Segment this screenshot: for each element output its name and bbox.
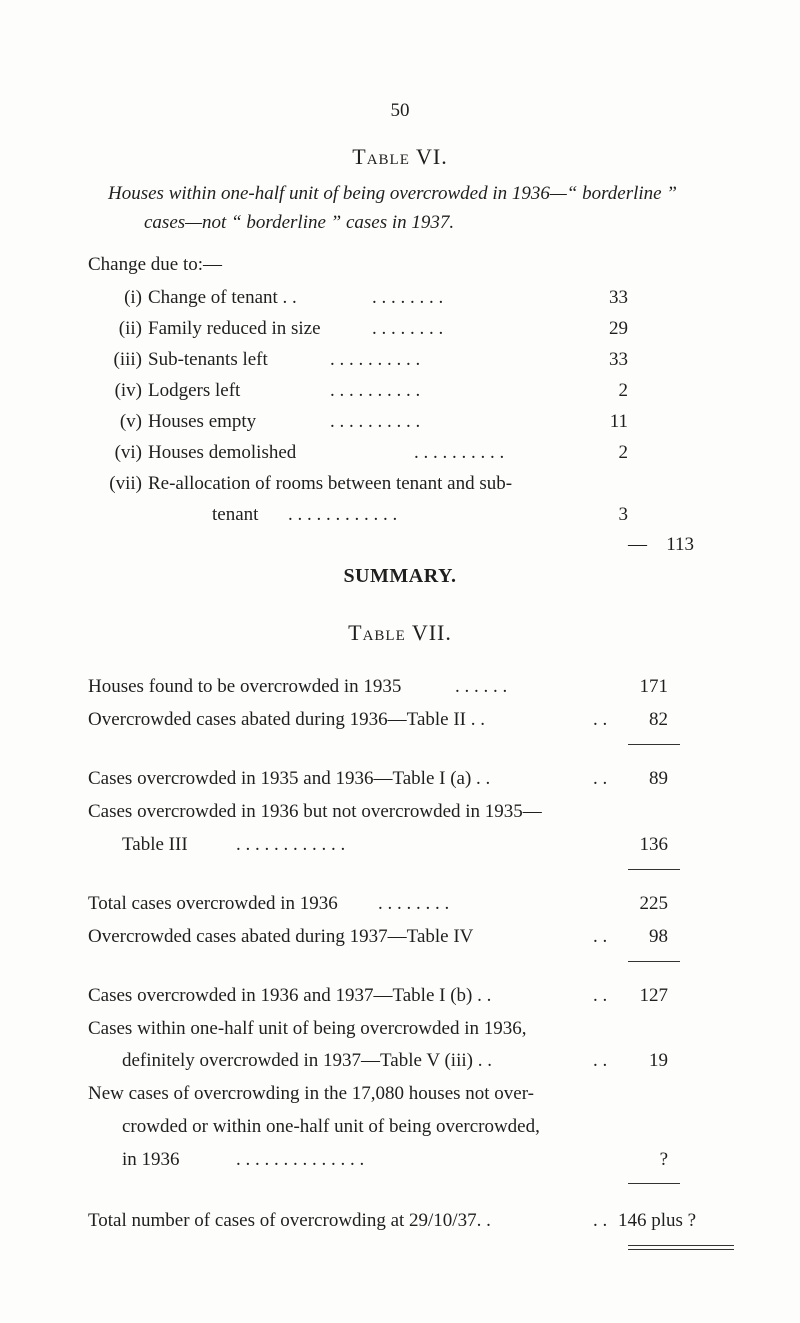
item-number: (iii) bbox=[113, 349, 142, 370]
subtotal-rule bbox=[628, 1183, 680, 1184]
item-label: Lodgers left bbox=[148, 380, 241, 401]
summary-row-label: crowded or within one-half unit of being overcrowded, bbox=[122, 1116, 540, 1137]
table-vi-subtitle-line2: cases—not “ borderline ” cases in 1937. bbox=[144, 212, 455, 233]
item-value: 2 bbox=[618, 442, 628, 463]
summary-row-value: 171 bbox=[639, 676, 668, 697]
grand-total-value: 146 plus ? bbox=[618, 1210, 697, 1231]
subtotal-rule bbox=[628, 744, 680, 745]
summary-row-label: Total number of cases of overcrowding at 29/10/37. . bbox=[88, 1210, 491, 1231]
total-dash: — bbox=[628, 534, 647, 555]
table-vi-item bbox=[88, 442, 296, 464]
item-value: 11 bbox=[609, 411, 628, 432]
summary-row-label: Total cases overcrowded in 1936 bbox=[88, 893, 338, 914]
table-vii-title: Table VII. bbox=[348, 620, 452, 645]
summary-row-label: Cases overcrowded in 1936 but not overcrowded in 1935— bbox=[88, 801, 542, 822]
table-vi-item bbox=[88, 287, 297, 309]
item-label: Houses empty bbox=[148, 411, 257, 432]
item-number: (i) bbox=[124, 287, 142, 308]
summary-heading: SUMMARY. bbox=[343, 565, 457, 587]
table-vi-title: Table VI. bbox=[352, 144, 448, 169]
final-rule-bottom bbox=[628, 1249, 734, 1250]
table-vi-item bbox=[88, 380, 240, 402]
summary-row-leader: . . . . . . . . . . . . . . bbox=[236, 1149, 365, 1170]
summary-row-value: 89 bbox=[649, 768, 668, 789]
summary-row-value: 19 bbox=[649, 1050, 668, 1071]
item-number: (vii) bbox=[109, 473, 142, 494]
item-value: 3 bbox=[618, 504, 628, 525]
item-leader: . . . . . . . . . . bbox=[414, 442, 505, 463]
item-value: 33 bbox=[609, 287, 628, 308]
item-value: 29 bbox=[609, 318, 628, 339]
item-leader: . . . . . . . . bbox=[372, 318, 444, 339]
summary-row-label: Overcrowded cases abated during 1937—Table IV bbox=[88, 926, 474, 947]
subtotal-rule bbox=[628, 961, 680, 962]
item-number: (iv) bbox=[114, 380, 142, 401]
item-number: (v) bbox=[119, 411, 142, 432]
summary-row-label: Table III bbox=[122, 834, 188, 855]
item-label: Re-allocation of rooms between tenant and sub- bbox=[148, 473, 513, 494]
summary-row-leader: . . bbox=[593, 926, 608, 947]
item-value: 2 bbox=[618, 380, 628, 401]
item-label: Houses demolished bbox=[148, 442, 297, 463]
summary-row-label: definitely overcrowded in 1937—Table V (iii) . . bbox=[122, 1050, 492, 1071]
item-label: Family reduced in size bbox=[148, 318, 321, 339]
table-vi-item bbox=[88, 411, 256, 433]
item-leader: . . . . . . . . bbox=[372, 287, 444, 308]
table-vi-total: 113 bbox=[666, 534, 694, 555]
final-rule-top bbox=[628, 1245, 734, 1246]
summary-row-leader: . . bbox=[593, 709, 608, 730]
summary-row-leader: . . bbox=[593, 1210, 608, 1231]
item-leader: . . . . . . . . . . bbox=[330, 349, 421, 370]
summary-row-value: 127 bbox=[639, 985, 668, 1006]
item-number: (ii) bbox=[118, 318, 142, 339]
summary-row-value: ? bbox=[659, 1149, 668, 1170]
table-vi-item bbox=[88, 473, 512, 495]
item-leader: . . . . . . . . . . . . bbox=[288, 504, 398, 525]
item-label: Change of tenant . . bbox=[148, 287, 297, 308]
summary-row-value: 82 bbox=[649, 709, 668, 730]
subtotal-rule bbox=[628, 869, 680, 870]
table-vi-item bbox=[88, 349, 268, 371]
summary-row-leader: . . bbox=[593, 768, 608, 789]
summary-row-leader: . . . . . . bbox=[455, 676, 508, 697]
item-label-continued: tenant bbox=[212, 504, 259, 525]
table-vi-item bbox=[88, 318, 321, 340]
table-vi-subtitle-line1: Houses within one-half unit of being overcrowded in 1936—“ borderline ” bbox=[108, 183, 677, 204]
summary-row-label: Houses found to be overcrowded in 1935 bbox=[88, 676, 402, 697]
page-number: 50 bbox=[390, 100, 410, 121]
summary-row-label: New cases of overcrowding in the 17,080 houses not over- bbox=[88, 1083, 535, 1104]
summary-row-label: Cases overcrowded in 1935 and 1936—Table I (a) . . bbox=[88, 768, 491, 789]
item-label: Sub-tenants left bbox=[148, 349, 268, 370]
summary-row-leader: . . . . . . . . bbox=[378, 893, 450, 914]
summary-row-leader: . . bbox=[593, 1050, 608, 1071]
summary-row-label: Cases overcrowded in 1936 and 1937—Table I (b) . . bbox=[88, 985, 492, 1006]
table-vi-intro: Change due to:— bbox=[88, 254, 223, 275]
summary-row-value: 98 bbox=[649, 926, 668, 947]
item-number: (vi) bbox=[114, 442, 142, 463]
summary-row-label: Overcrowded cases abated during 1936—Table II . . bbox=[88, 709, 485, 730]
summary-row-label: in 1936 bbox=[122, 1149, 180, 1170]
summary-row-leader: . . . . . . . . . . . . bbox=[236, 834, 346, 855]
summary-row-label: Cases within one-half unit of being overcrowded in 1936, bbox=[88, 1018, 527, 1039]
item-value: 33 bbox=[609, 349, 628, 370]
item-leader: . . . . . . . . . . bbox=[330, 411, 421, 432]
summary-row-value: 225 bbox=[639, 893, 668, 914]
summary-row-value: 136 bbox=[639, 834, 668, 855]
item-leader: . . . . . . . . . . bbox=[330, 380, 421, 401]
summary-row-leader: . . bbox=[593, 985, 608, 1006]
